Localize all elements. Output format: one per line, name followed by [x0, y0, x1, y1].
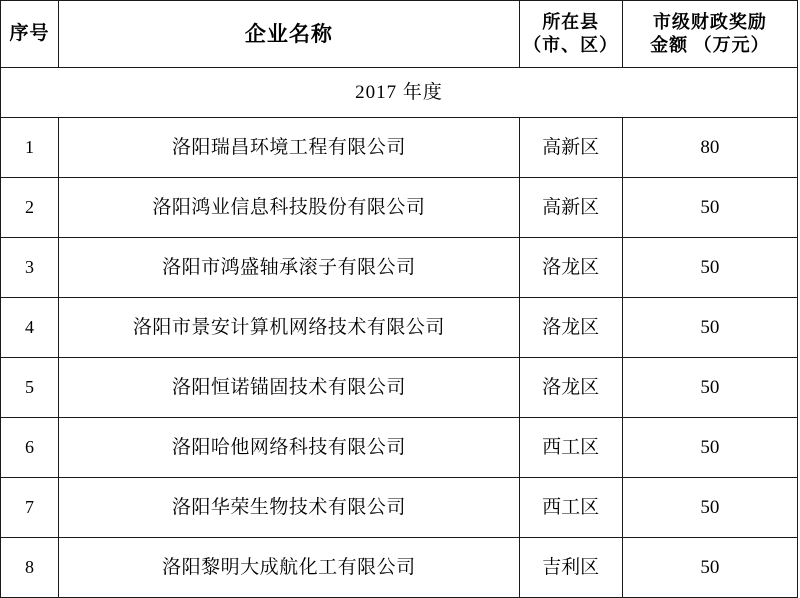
cell-award-amount: 80 [622, 118, 797, 178]
cell-award-amount: 50 [622, 418, 797, 478]
cell-company-name: 洛阳恒诺锚固技术有限公司 [59, 358, 520, 418]
cell-company-name: 洛阳华荣生物技术有限公司 [59, 478, 520, 538]
cell-sequence: 2 [1, 178, 59, 238]
cell-sequence: 8 [1, 538, 59, 598]
cell-county: 西工区 [519, 478, 622, 538]
column-header-county-line1: 所在县 [542, 11, 600, 32]
table-header-row [1, 1, 798, 68]
cell-company-name: 洛阳瑞昌环境工程有限公司 [59, 118, 520, 178]
cell-award-amount: 50 [622, 298, 797, 358]
table-row [1, 538, 798, 598]
section-title-2017: 2017 年度 [1, 68, 798, 118]
column-header-company-name: 企业名称 [59, 1, 520, 68]
cell-award-amount: 50 [622, 538, 797, 598]
cell-county: 洛龙区 [519, 238, 622, 298]
cell-county: 吉利区 [519, 538, 622, 598]
cell-county: 高新区 [519, 178, 622, 238]
cell-sequence: 5 [1, 358, 59, 418]
section-title-row [1, 68, 798, 118]
cell-award-amount: 50 [622, 178, 797, 238]
cell-company-name: 洛阳市鸿盛轴承滚子有限公司 [59, 238, 520, 298]
cell-award-amount: 50 [622, 358, 797, 418]
cell-county: 洛龙区 [519, 358, 622, 418]
cell-company-name: 洛阳鸿业信息科技股份有限公司 [59, 178, 520, 238]
cell-award-amount: 50 [622, 478, 797, 538]
cell-company-name: 洛阳市景安计算机网络技术有限公司 [59, 298, 520, 358]
cell-sequence: 1 [1, 118, 59, 178]
cell-county: 高新区 [519, 118, 622, 178]
cell-sequence: 4 [1, 298, 59, 358]
table-row [1, 178, 798, 238]
column-header-award-amount [622, 1, 797, 68]
cell-company-name: 洛阳黎明大成航化工有限公司 [59, 538, 520, 598]
cell-sequence: 7 [1, 478, 59, 538]
cell-county: 西工区 [519, 418, 622, 478]
cell-county: 洛龙区 [519, 298, 622, 358]
table-row [1, 418, 798, 478]
column-header-award-amount-line1: 市级财政奖励 [652, 11, 767, 32]
cell-sequence: 6 [1, 418, 59, 478]
cell-sequence: 3 [1, 238, 59, 298]
table-row [1, 238, 798, 298]
column-header-county-line2: （市、区） [523, 35, 619, 55]
table-row [1, 358, 798, 418]
cell-company-name: 洛阳哈他网络科技有限公司 [59, 418, 520, 478]
cell-award-amount: 50 [622, 238, 797, 298]
table-row [1, 478, 798, 538]
table-row [1, 298, 798, 358]
column-header-sequence: 序号 [1, 1, 59, 68]
column-header-award-amount-line2: 金额 （万元） [650, 35, 770, 55]
column-header-county [519, 1, 622, 68]
table-row [1, 118, 798, 178]
